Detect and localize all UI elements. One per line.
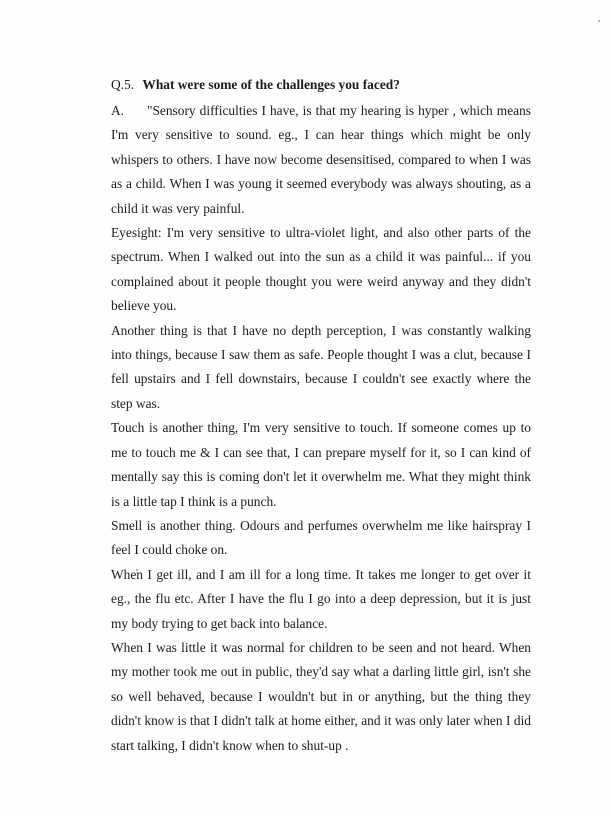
answer-paragraph-3 (111, 319, 531, 417)
answer-paragraph-7 (111, 636, 531, 758)
answer-paragraph-1 (111, 99, 531, 221)
answer-paragraph-text: Another thing is that I have no depth perception, I was constantly walking into things, because I saw them as safe. People thought I was a clut, because I fell upstairs and I fell downstairs, because I couldn't see exactly where the step was. (111, 322, 531, 411)
answer-paragraph-text: "Sensory difficulties I have, is that my hearing is hyper , which means I'm very sensitive to sound. eg., I can hear things which might be only whispers to others. I have now become desensitised, compared to when I was as a child. When I was young it seemed everybody was always shouting, as a child it was very painful. (111, 103, 531, 216)
answer-paragraph-text: Smell is another thing. Odours and perfumes overwhelm me like hairspray I feel I could choke on. (111, 517, 531, 558)
question-heading (111, 73, 531, 99)
answer-paragraph-text: When I was little it was normal for children to be seen and not heard. When my mother took me out in public, they'd say what a darling little girl, isn't she so well behaved, because I wouldn't but in or anything, but the thing they didn't know is that I didn't talk at home either, and it was only later when I did start talking, I didn't know when to shut-up . (111, 639, 531, 753)
answer-paragraph-2 (111, 221, 531, 319)
answer-paragraph-text: When I get ill, and I am ill for a long time. It takes me longer to get over it eg., the flu etc. After I have the flu I go into a deep depression, but it is just my body trying to get back into balance. (111, 566, 531, 631)
answer-paragraph-4 (111, 416, 531, 514)
question-text: What were some of the challenges you faced? (142, 77, 400, 92)
answer-paragraph-text: Eyesight: I'm very sensitive to ultra-violet light, and also other parts of the spectrum. When I walked out into the sun as a child it was painful... if you complained about it people thought you were weird anyway and they didn't believe you. (111, 225, 531, 314)
document-body (111, 73, 531, 758)
answer-paragraph-6 (111, 563, 531, 636)
answer-paragraph-5 (111, 514, 531, 563)
scan-speck (598, 20, 600, 22)
question-number: Q.5. (111, 77, 135, 92)
answer-paragraph-text: Touch is another thing, I'm very sensitive to touch. If someone comes up to me to touch me & I can see that, I can prepare myself for it, so I can kind of mentally say this is coming don't let it overwhelm me. What they might think is a little tap I think is a punch. (111, 420, 531, 509)
answer-prefix: A. (111, 103, 125, 118)
